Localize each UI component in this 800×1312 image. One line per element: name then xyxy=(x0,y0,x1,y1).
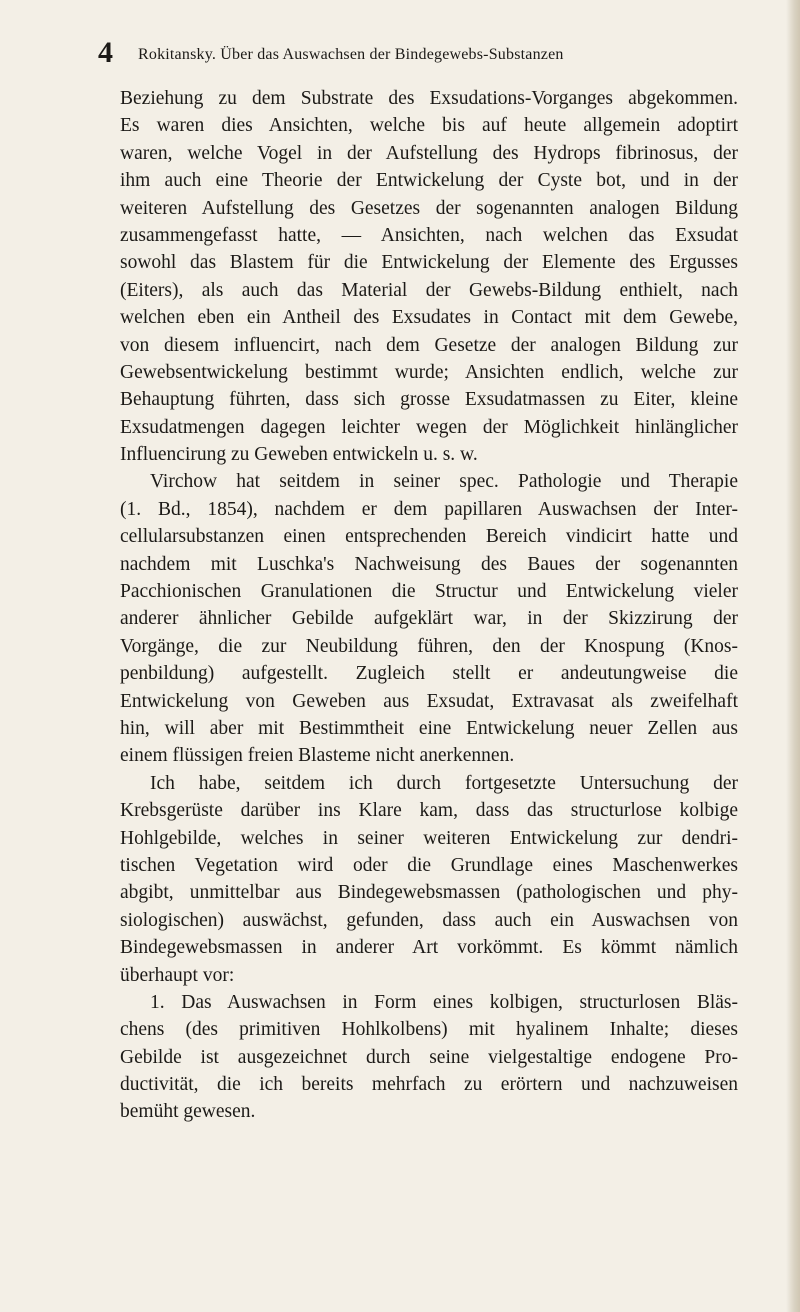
text-line: einem flüssigen freien Blasteme nicht anerkennen. xyxy=(120,745,515,767)
text-line: siologischen) auswächst, gefunden, dass auch ein Auswachsen von xyxy=(120,909,738,931)
body-text xyxy=(120,85,738,1126)
text-line: Gebilde ist ausgezeichnet durch seine vielgestaltige endogene Pro- xyxy=(120,1046,738,1068)
text-line: hin, will aber mit Bestimmtheit eine Entwickelung neuer Zellen aus xyxy=(120,717,738,739)
page-edge-shadow xyxy=(786,0,800,1312)
text-line: tischen Vegetation wird oder die Grundlage eines Maschenwerkes xyxy=(120,854,738,876)
text-line: chens (des primitiven Hohlkolbens) mit hyalinem Inhalte; dieses xyxy=(120,1019,738,1041)
text-line: Virchow hat seitdem in seiner spec. Pathologie und Therapie xyxy=(150,471,738,493)
text-line: (Eiters), als auch das Material der Gewebs-Bildung enthielt, nach xyxy=(120,279,738,301)
text-line: Influencirung zu Geweben entwickeln u. s. w. xyxy=(120,444,478,466)
text-line: von diesem influencirt, nach dem Gesetze der analogen Bildung zur xyxy=(120,334,738,356)
text-line: Hohlgebilde, welches in seiner weiteren Entwickelung zur dendri- xyxy=(120,827,738,849)
text-line: zusammengefasst hatte, — Ansichten, nach welchen das Exsudat xyxy=(120,224,738,246)
running-head: Rokitansky. Über das Auswachsen der Bindegewebs-Substanzen xyxy=(138,46,564,63)
text-line: weiteren Aufstellung des Gesetzes der sogenannten analogen Bildung xyxy=(120,197,738,219)
text-line: abgibt, unmittelbar aus Bindegewebsmassen (pathologischen und phy- xyxy=(120,882,738,904)
text-line: penbildung) aufgestellt. Zugleich stellt er andeutungweise die xyxy=(120,663,738,685)
text-line: welchen eben ein Antheil des Exsudates in Contact mit dem Gewebe, xyxy=(120,307,738,329)
page-number: 4 xyxy=(98,36,113,69)
text-line: anderer ähnlicher Gebilde aufgeklärt war, in der Skizzirung der xyxy=(120,608,738,630)
text-line: nachdem mit Luschka's Nachweisung des Baues der sogenannten xyxy=(120,553,738,575)
text-line: Ich habe, seitdem ich durch fortgesetzte Untersuchung der xyxy=(150,772,738,794)
text-line: ihm auch eine Theorie der Entwickelung der Cyste bot, und in der xyxy=(120,170,738,192)
text-line: 1. Das Auswachsen in Form eines kolbigen, structurlosen Bläs- xyxy=(150,991,738,1013)
text-line: Beziehung zu dem Substrate des Exsudations-Vorganges abgekommen. xyxy=(120,88,738,109)
text-line: Bindegewebsmassen in anderer Art vorkömmt. Es kömmt nämlich xyxy=(120,937,738,959)
text-line: Pacchionischen Granulationen die Structur und Entwickelung vieler xyxy=(120,581,738,603)
text-line: Behauptung führten, dass sich grosse Exsudatmassen zu Eiter, kleine xyxy=(120,389,738,411)
text-line: Es waren dies Ansichten, welche bis auf heute allgemein adoptirt xyxy=(120,115,738,137)
text-line: Vorgänge, die zur Neubildung führen, den der Knospung (Knos- xyxy=(120,635,738,657)
text-line: bemüht gewesen. xyxy=(120,1101,256,1123)
text-line: Krebsgerüste darüber ins Klare kam, dass das structurlose kolbige xyxy=(120,800,738,822)
text-line: Entwickelung von Geweben aus Exsudat, Extravasat als zweifelhaft xyxy=(120,690,738,712)
text-line: sowohl das Blastem für die Entwickelung der Elemente des Ergusses xyxy=(120,252,738,274)
text-line: waren, welche Vogel in der Aufstellung des Hydrops fibrinosus, der xyxy=(120,142,738,164)
text-line: (1. Bd., 1854), nachdem er dem papillaren Auswachsen der Inter- xyxy=(120,498,738,520)
text-line: cellularsubstanzen einen entsprechenden Bereich vindicirt hatte und xyxy=(120,526,738,548)
text-line: Exsudatmengen dagegen leichter wegen der Möglichkeit hinlänglicher xyxy=(120,416,738,438)
text-line: ductivität, die ich bereits mehrfach zu erörtern und nachzuweisen xyxy=(120,1074,738,1096)
text-line: überhaupt vor: xyxy=(120,964,235,986)
text-line: Gewebsentwickelung bestimmt wurde; Ansichten endlich, welche zur xyxy=(120,361,738,383)
